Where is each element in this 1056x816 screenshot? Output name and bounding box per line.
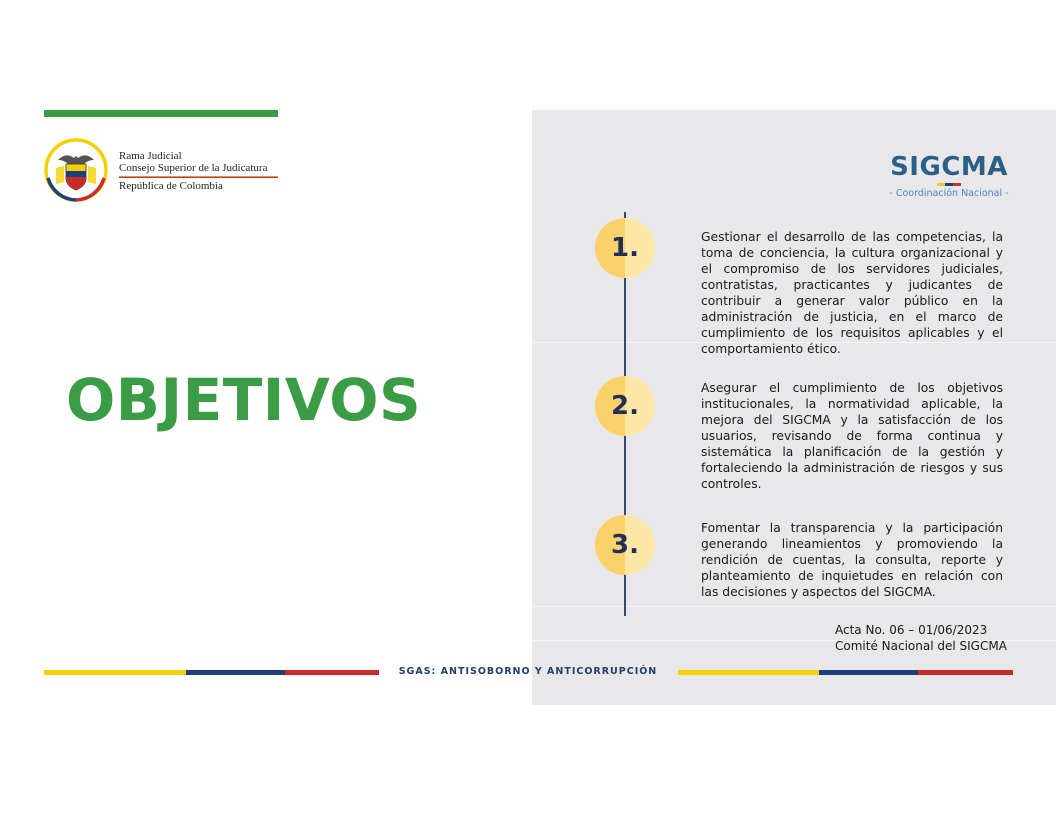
org-divider	[119, 176, 278, 177]
org-logo-block	[44, 138, 284, 206]
panel-divider	[532, 606, 1056, 607]
step-number-3: 3.	[595, 515, 655, 575]
top-accent-bar	[44, 110, 278, 117]
footer-stripe-red	[918, 670, 1013, 675]
brand-subtitle: - Coordinación Nacional -	[889, 188, 1009, 199]
objective-text-3: Fomentar la transparencia y la participación generando lineamientos y promoviendo la rendición de cuentas, la consulta, reporte y planteamiento de inquietudes en relación con las decisiones y aspectos del SIGCMA.	[701, 521, 1003, 599]
objective-text-1: Gestionar el desarrollo de las competencias, la toma de conciencia, la cultura organizacional y el compromiso de los servidores judiciales, contratistas, practicantes y judicantes de contribuir a generar valor público en la administración de justicia, en el marco de cumplimiento de los requisitos aplicables y el comportamiento ético.	[701, 230, 1003, 356]
objective-text-2: Asegurar el cumplimiento de los objetivos institucionales, la normatividad aplicable, la mejora del SIGCMA y la satisfacción de los usuarios, revisando de forma continua y sistemática la planificación de la gestión y fortaleciendo la administración de riesgos y sus controles.	[701, 381, 1003, 491]
footer-label: SGAS: ANTISOBORNO Y ANTICORRUPCIÓN	[398, 666, 658, 677]
sigcma-brand	[882, 152, 1016, 200]
page-title: OBJETIVOS	[66, 366, 422, 434]
step-number-1: 1.	[595, 218, 655, 278]
footer-stripe-yellow	[44, 670, 186, 675]
step-number-2: 2.	[595, 376, 655, 436]
acta-committee: Comité Nacional del SIGCMA	[835, 639, 1007, 653]
footer-stripe-yellow	[678, 670, 819, 675]
acta-reference	[835, 622, 1007, 654]
org-name-lines	[119, 150, 278, 192]
footer-stripe-blue	[186, 670, 285, 675]
footer-stripe-blue	[819, 670, 918, 675]
footer-stripe-red	[285, 670, 379, 675]
org-line-republica: República de Colombia	[119, 180, 223, 192]
brand-color-bar	[937, 183, 961, 186]
brand-name: SIGCMA	[890, 152, 1008, 182]
org-line-consejo: Consejo Superior de la Judicatura	[119, 162, 268, 174]
org-line-rama: Rama Judicial	[119, 150, 182, 162]
coat-of-arms-seal-icon	[44, 138, 108, 202]
acta-number-date: Acta No. 06 – 01/06/2023	[835, 623, 988, 637]
